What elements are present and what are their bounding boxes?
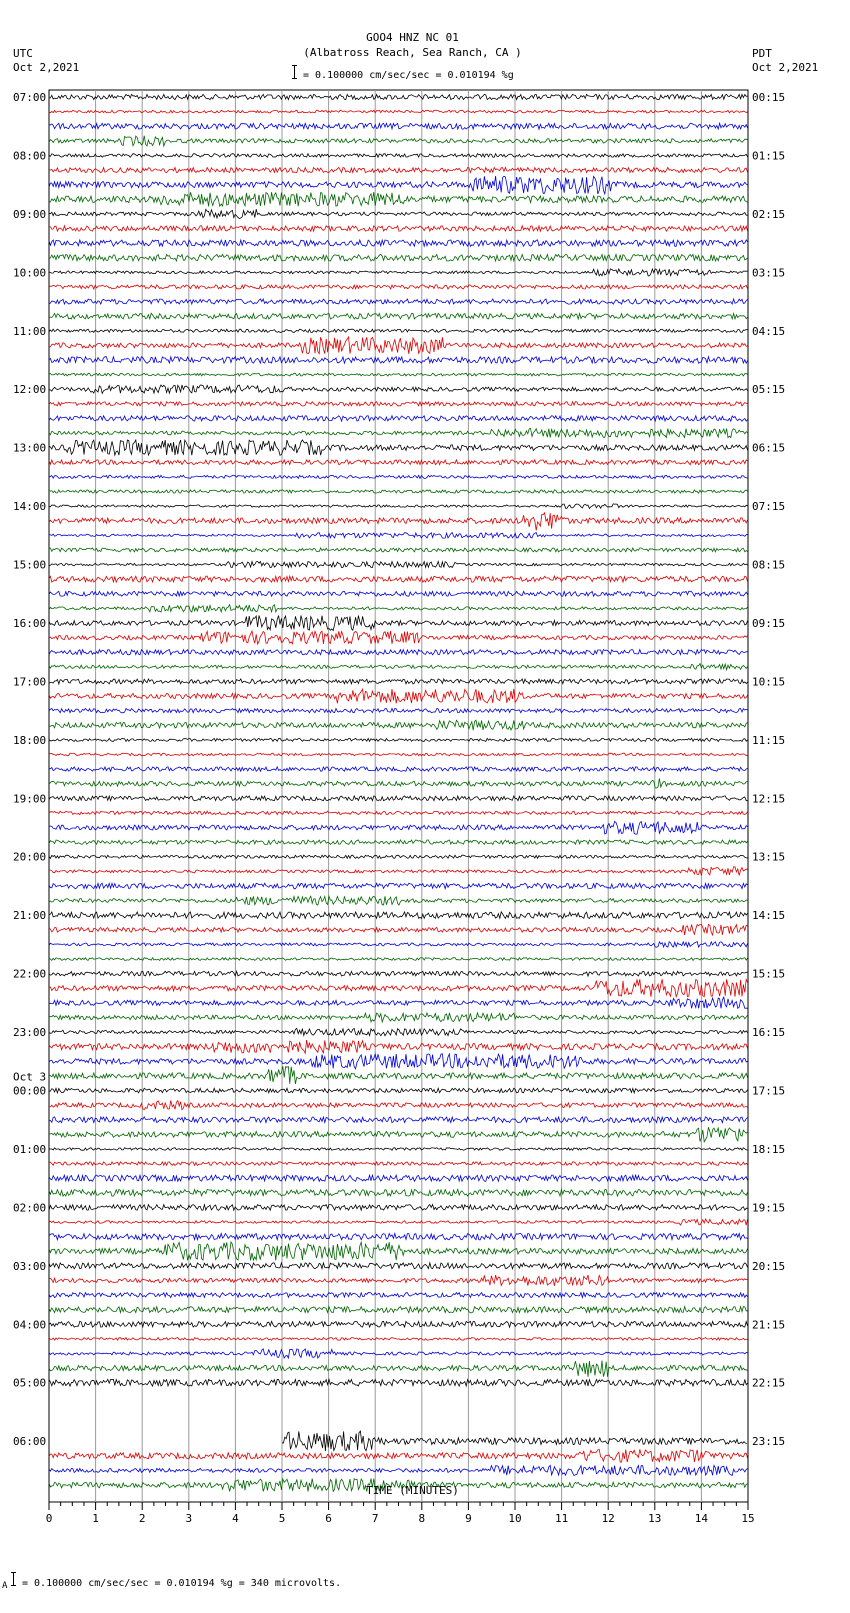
- trace-74: [49, 1175, 748, 1181]
- right-hour-label: 05:15: [752, 383, 786, 397]
- trace-58: [49, 942, 748, 948]
- trace-12: [49, 269, 748, 276]
- trace-84: [49, 1321, 748, 1327]
- x-tick-label: 4: [232, 1512, 239, 1525]
- trace-46: [49, 767, 748, 771]
- right-hour-label: 13:15: [752, 850, 786, 864]
- right-hour-label: 09:15: [752, 616, 786, 630]
- right-hour-label: 23:15: [752, 1435, 786, 1449]
- x-tick-label: 10: [508, 1512, 522, 1525]
- left-hour-label: 11:00: [13, 324, 47, 338]
- x-tick-label: 1: [92, 1512, 99, 1525]
- trace-26: [49, 475, 748, 478]
- right-hour-label: 20:15: [752, 1259, 786, 1273]
- trace-51: [49, 840, 748, 845]
- x-tick-label: 8: [418, 1512, 426, 1525]
- x-tick-label: 11: [554, 1512, 569, 1525]
- trace-4: [49, 154, 748, 158]
- x-tick-label: 0: [45, 1512, 53, 1525]
- trace-14: [49, 299, 748, 304]
- left-hour-label: 02:00: [13, 1201, 47, 1215]
- right-hour-label: 19:15: [752, 1201, 786, 1215]
- trace-88: [49, 1379, 748, 1386]
- trace-5: [49, 168, 748, 173]
- trace-20: [49, 385, 748, 393]
- trace-60: [49, 971, 748, 976]
- trace-15: [49, 313, 748, 319]
- trace-86: [49, 1349, 748, 1358]
- left-hour-label: 12:00: [13, 383, 47, 397]
- trace-75: [49, 1189, 748, 1196]
- trace-57: [49, 924, 748, 935]
- date-change-label: Oct 3: [13, 1070, 47, 1084]
- x-tick-label: 5: [278, 1512, 286, 1525]
- trace-63: [49, 1013, 748, 1022]
- plot-frame: [49, 90, 748, 1502]
- left-hour-label: 23:00: [13, 1026, 47, 1040]
- trace-25: [49, 460, 748, 465]
- trace-40: [49, 679, 748, 684]
- trace-18: [49, 357, 748, 364]
- right-hour-label: 08:15: [752, 558, 786, 572]
- x-tick-label: 7: [371, 1512, 379, 1525]
- trace-80: [49, 1263, 748, 1269]
- left-hour-label: 07:00: [13, 91, 47, 104]
- trace-24: [49, 440, 748, 455]
- trace-10: [49, 240, 748, 246]
- x-tick-label: 6: [325, 1512, 332, 1525]
- right-hour-label: 00:15: [752, 91, 786, 104]
- scale-bar-icon: [294, 65, 295, 79]
- footer-scale-label: = 0.100000 cm/sec/sec = 0.010194 %g = 340 microvolts.: [22, 1578, 342, 1589]
- trace-0: [49, 94, 748, 99]
- trace-55: [49, 896, 748, 905]
- left-hour-label: 14:00: [13, 500, 47, 514]
- left-hour-label: 00:00: [13, 1084, 47, 1098]
- trace-85: [49, 1338, 748, 1341]
- trace-72: [49, 1148, 748, 1151]
- trace-37: [49, 631, 748, 644]
- trace-16: [49, 329, 748, 332]
- right-hour-label: 06:15: [752, 441, 786, 455]
- trace-69: [49, 1101, 748, 1110]
- left-hour-label: 01:00: [13, 1142, 47, 1156]
- right-hour-label: 12:15: [752, 792, 786, 806]
- trace-48: [49, 796, 748, 801]
- trace-92: [282, 1431, 747, 1451]
- trace-49: [49, 811, 748, 814]
- trace-64: [49, 1028, 748, 1035]
- right-hour-label: 11:15: [752, 733, 786, 747]
- trace-65: [49, 1040, 748, 1053]
- trace-67: [49, 1066, 748, 1084]
- right-hour-label: 10:15: [752, 675, 786, 689]
- left-hour-label: 19:00: [13, 792, 47, 806]
- trace-31: [49, 548, 748, 552]
- trace-11: [49, 254, 748, 261]
- left-hour-label: 13:00: [13, 441, 47, 455]
- left-hour-label: 22:00: [13, 967, 47, 981]
- left-timezone: UTC: [13, 47, 33, 60]
- trace-30: [49, 533, 748, 539]
- x-tick-label: 9: [465, 1512, 472, 1525]
- trace-39: [49, 664, 748, 670]
- right-hour-label: 22:15: [752, 1376, 786, 1390]
- left-hour-label: 08:00: [13, 149, 47, 163]
- x-tick-label: 3: [185, 1512, 193, 1525]
- trace-68: [49, 1088, 748, 1093]
- x-tick-label: 2: [138, 1512, 146, 1525]
- trace-17: [49, 337, 748, 354]
- trace-83: [49, 1307, 748, 1313]
- trace-76: [49, 1205, 748, 1211]
- right-hour-label: 03:15: [752, 266, 786, 280]
- trace-87: [49, 1361, 748, 1377]
- trace-45: [49, 753, 748, 756]
- trace-19: [49, 373, 748, 376]
- trace-81: [49, 1275, 748, 1286]
- trace-27: [49, 490, 748, 493]
- trace-32: [49, 561, 748, 567]
- footer-prefix: A: [2, 1581, 8, 1591]
- trace-8: [49, 209, 748, 218]
- left-hour-label: 17:00: [13, 675, 47, 689]
- trace-47: [49, 778, 748, 788]
- left-hour-label: 16:00: [13, 616, 47, 630]
- trace-9: [49, 226, 748, 231]
- left-hour-label: 09:00: [13, 207, 47, 221]
- right-hour-label: 21:15: [752, 1318, 786, 1332]
- left-hour-label: 21:00: [13, 909, 47, 923]
- trace-33: [49, 576, 748, 582]
- trace-29: [49, 513, 748, 531]
- trace-93: [49, 1449, 748, 1462]
- trace-21: [49, 402, 748, 406]
- trace-1: [49, 110, 748, 113]
- trace-2: [49, 123, 748, 129]
- trace-23: [49, 429, 748, 438]
- right-hour-label: 18:15: [752, 1142, 786, 1156]
- trace-6: [49, 176, 748, 194]
- trace-61: [49, 979, 748, 997]
- trace-22: [49, 416, 748, 421]
- trace-7: [49, 192, 748, 206]
- trace-73: [49, 1162, 748, 1166]
- right-hour-label: 15:15: [752, 967, 786, 981]
- trace-59: [49, 958, 748, 961]
- left-date: Oct 2,2021: [13, 61, 80, 74]
- scale-label: = 0.100000 cm/sec/sec = 0.010194 %g: [303, 70, 514, 81]
- trace-34: [49, 591, 748, 596]
- trace-94: [49, 1465, 748, 1475]
- right-hour-label: 02:15: [752, 207, 786, 221]
- trace-77: [49, 1219, 748, 1225]
- trace-43: [49, 720, 748, 730]
- trace-13: [49, 285, 748, 289]
- trace-79: [49, 1242, 748, 1260]
- trace-36: [49, 616, 748, 631]
- right-hour-label: 07:15: [752, 500, 786, 514]
- trace-54: [49, 883, 748, 889]
- trace-71: [49, 1127, 748, 1142]
- x-tick-label: 15: [741, 1512, 755, 1525]
- left-hour-label: 06:00: [13, 1435, 47, 1449]
- right-timezone: PDT: [752, 47, 772, 60]
- trace-52: [49, 855, 748, 858]
- trace-50: [49, 821, 748, 834]
- left-hour-label: 15:00: [13, 558, 47, 572]
- left-hour-label: 10:00: [13, 266, 47, 280]
- right-date: Oct 2,2021: [752, 61, 819, 74]
- left-hour-label: 20:00: [13, 850, 47, 864]
- trace-38: [49, 650, 748, 655]
- left-hour-label: 18:00: [13, 733, 47, 747]
- trace-70: [49, 1117, 748, 1123]
- left-hour-label: 03:00: [13, 1259, 47, 1273]
- footer-scale-bar-icon: [13, 1572, 14, 1586]
- right-hour-label: 14:15: [752, 909, 786, 923]
- chart-title: GOO4 HNZ NC 01: [366, 31, 459, 44]
- x-tick-label: 12: [601, 1512, 615, 1525]
- trace-53: [49, 867, 748, 876]
- trace-78: [49, 1234, 748, 1240]
- trace-3: [49, 136, 748, 146]
- trace-28: [49, 504, 748, 509]
- trace-41: [49, 689, 748, 703]
- x-axis-label: TIME (MINUTES): [366, 1484, 459, 1497]
- trace-62: [49, 997, 748, 1008]
- left-hour-label: 04:00: [13, 1318, 47, 1332]
- trace-44: [49, 738, 748, 741]
- trace-35: [49, 605, 748, 613]
- trace-56: [49, 912, 748, 919]
- right-hour-label: 01:15: [752, 149, 786, 163]
- x-tick-label: 14: [694, 1512, 709, 1525]
- trace-82: [49, 1293, 748, 1298]
- right-hour-label: 04:15: [752, 324, 786, 338]
- left-hour-label: 05:00: [13, 1376, 47, 1390]
- x-tick-label: 13: [648, 1512, 662, 1525]
- right-hour-label: 16:15: [752, 1026, 786, 1040]
- trace-42: [49, 709, 748, 713]
- trace-66: [49, 1054, 748, 1069]
- chart-subtitle: (Albatross Reach, Sea Ranch, CA ): [303, 46, 522, 59]
- right-hour-label: 17:15: [752, 1084, 786, 1098]
